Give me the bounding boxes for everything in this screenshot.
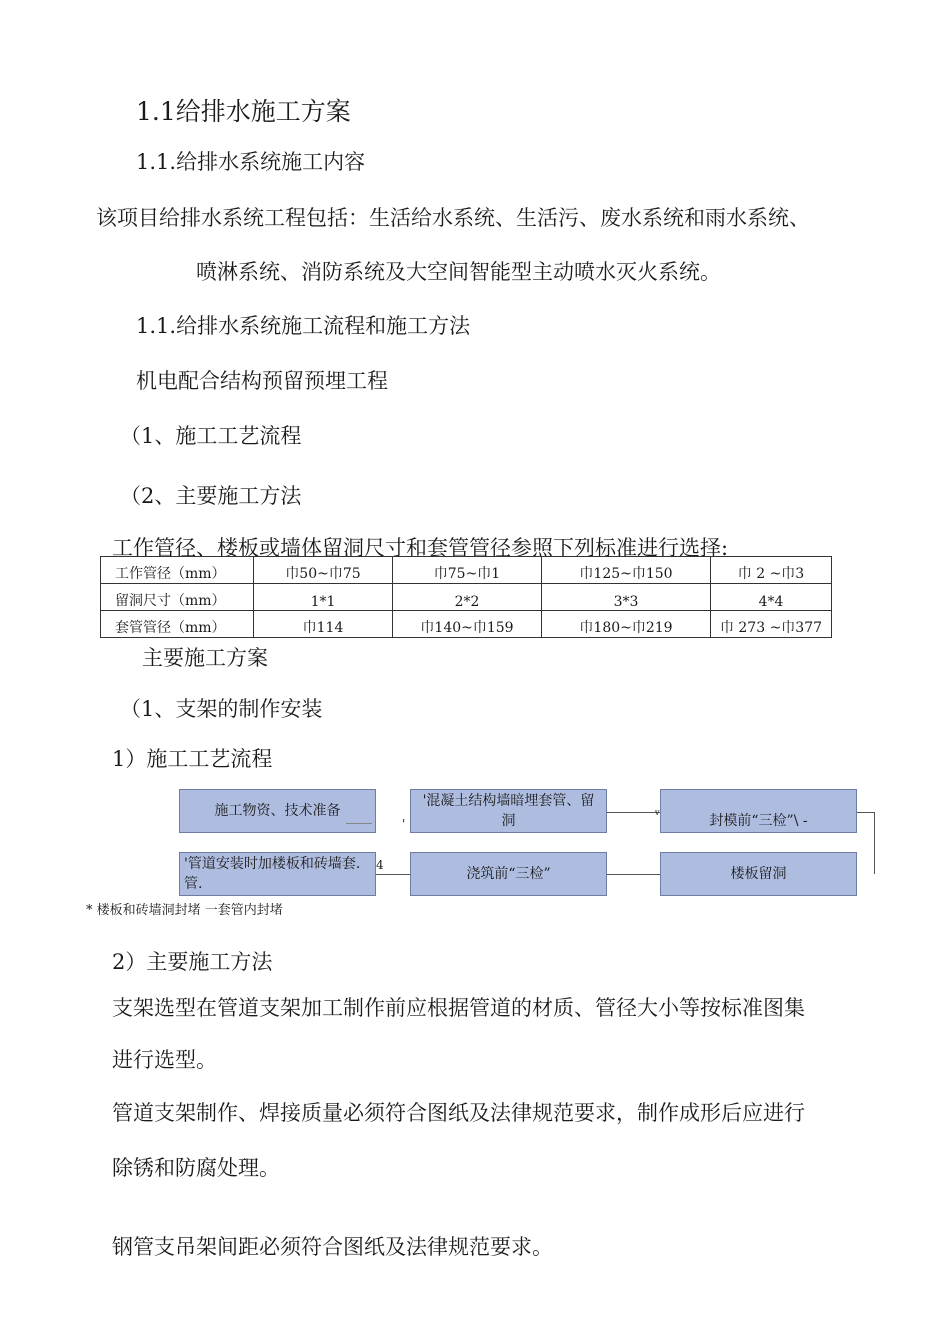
flow-connector	[874, 812, 875, 874]
flow-mark: 4	[376, 858, 384, 872]
table-cell: 1*1	[254, 584, 393, 611]
flow-step-preparation: 施工物资、技术准备	[179, 789, 376, 833]
flow-step-check-before-formwork: 封模前“三检”\ -	[660, 789, 857, 833]
table-row	[101, 557, 832, 584]
flow-step-install-sleeves: '管道安装时加楼板和砖墙套.管.	[179, 852, 376, 896]
para-spacing: 钢管支吊架间距必须符合图纸及法律规范要求。	[112, 1235, 553, 1259]
section-heading: 1.1给排水施工方案	[136, 97, 351, 126]
table-row	[101, 611, 832, 638]
table-cell: 巾50~巾75	[254, 557, 393, 584]
table-cell: 巾 273 ~巾377	[711, 611, 832, 638]
para-welding-line-1: 管道支架制作、焊接质量必须符合图纸及法律规范要求，制作成形后应进行	[112, 1101, 805, 1125]
intro-line-2: 喷淋系统、消防系统及大空间智能型主动喷水灭火系统。	[196, 260, 721, 284]
table-cell: 3*3	[542, 584, 711, 611]
item-main-method: （2、主要施工方法	[120, 484, 302, 508]
flow-mark: '	[402, 817, 406, 831]
table-cell: 工作管径（mm）	[101, 557, 254, 584]
bracket-title: （1、支架的制作安装	[120, 697, 323, 721]
flow-step-slab-opening: 楼板留洞	[660, 852, 857, 896]
flow-note-sealing: * 楼板和砖墙洞封堵 一套管内封堵	[86, 903, 283, 918]
main-plan-title: 主要施工方案	[142, 646, 268, 670]
table-cell: 巾 2 ~巾3	[711, 557, 832, 584]
table-cell: 巾140~巾159	[393, 611, 542, 638]
flow-connector	[857, 812, 875, 813]
table-cell: 巾114	[254, 611, 393, 638]
flow-connector	[376, 874, 410, 875]
flow-connector	[607, 874, 660, 875]
table-cell: 套管管径（mm）	[101, 611, 254, 638]
subsection-embedded-works: 机电配合结构预留预埋工程	[136, 369, 388, 393]
para-welding-line-2: 除锈和防腐处理。	[112, 1156, 280, 1180]
table-cell: 巾180~巾219	[542, 611, 711, 638]
table-cell: 2*2	[393, 584, 542, 611]
intro-line-1: 该项目给排水系统工程包括：生活给水系统、生活污、废水系统和雨水系统、	[96, 206, 810, 230]
table-row	[101, 584, 832, 611]
table-cell: 4*4	[711, 584, 832, 611]
sleeve-size-table	[100, 556, 832, 638]
para-bracket-selection-line-2: 进行选型。	[112, 1048, 217, 1072]
flow-connector	[607, 812, 660, 813]
para-bracket-selection-line-1: 支架选型在管道支架加工制作前应根据管道的材质、管径大小等按标准图集	[112, 996, 805, 1020]
subsection-title-flow: 1.1.给排水系统施工流程和施工方法	[136, 314, 471, 338]
flow-mark: v	[655, 808, 660, 817]
flow-step-embed-sleeves: '混凝土结构墙暗埋套管、留洞	[410, 789, 607, 833]
flow-step-check-before-pouring: 浇筑前“三检”	[410, 852, 607, 896]
flow-title: 1）施工工艺流程	[112, 747, 273, 771]
table-intro: 工作管径、楼板或墙体留洞尺寸和套管管径参照下列标准进行选择:	[112, 536, 729, 560]
subsection-title-content: 1.1.给排水系统施工内容	[136, 150, 366, 174]
table-cell: 巾75~巾1	[393, 557, 542, 584]
flow-connector	[346, 823, 372, 824]
table-cell: 巾125~巾150	[542, 557, 711, 584]
item-process-flow: （1、施工工艺流程	[120, 424, 302, 448]
table-cell: 留洞尺寸（mm）	[101, 584, 254, 611]
method-title: 2）主要施工方法	[112, 950, 273, 974]
